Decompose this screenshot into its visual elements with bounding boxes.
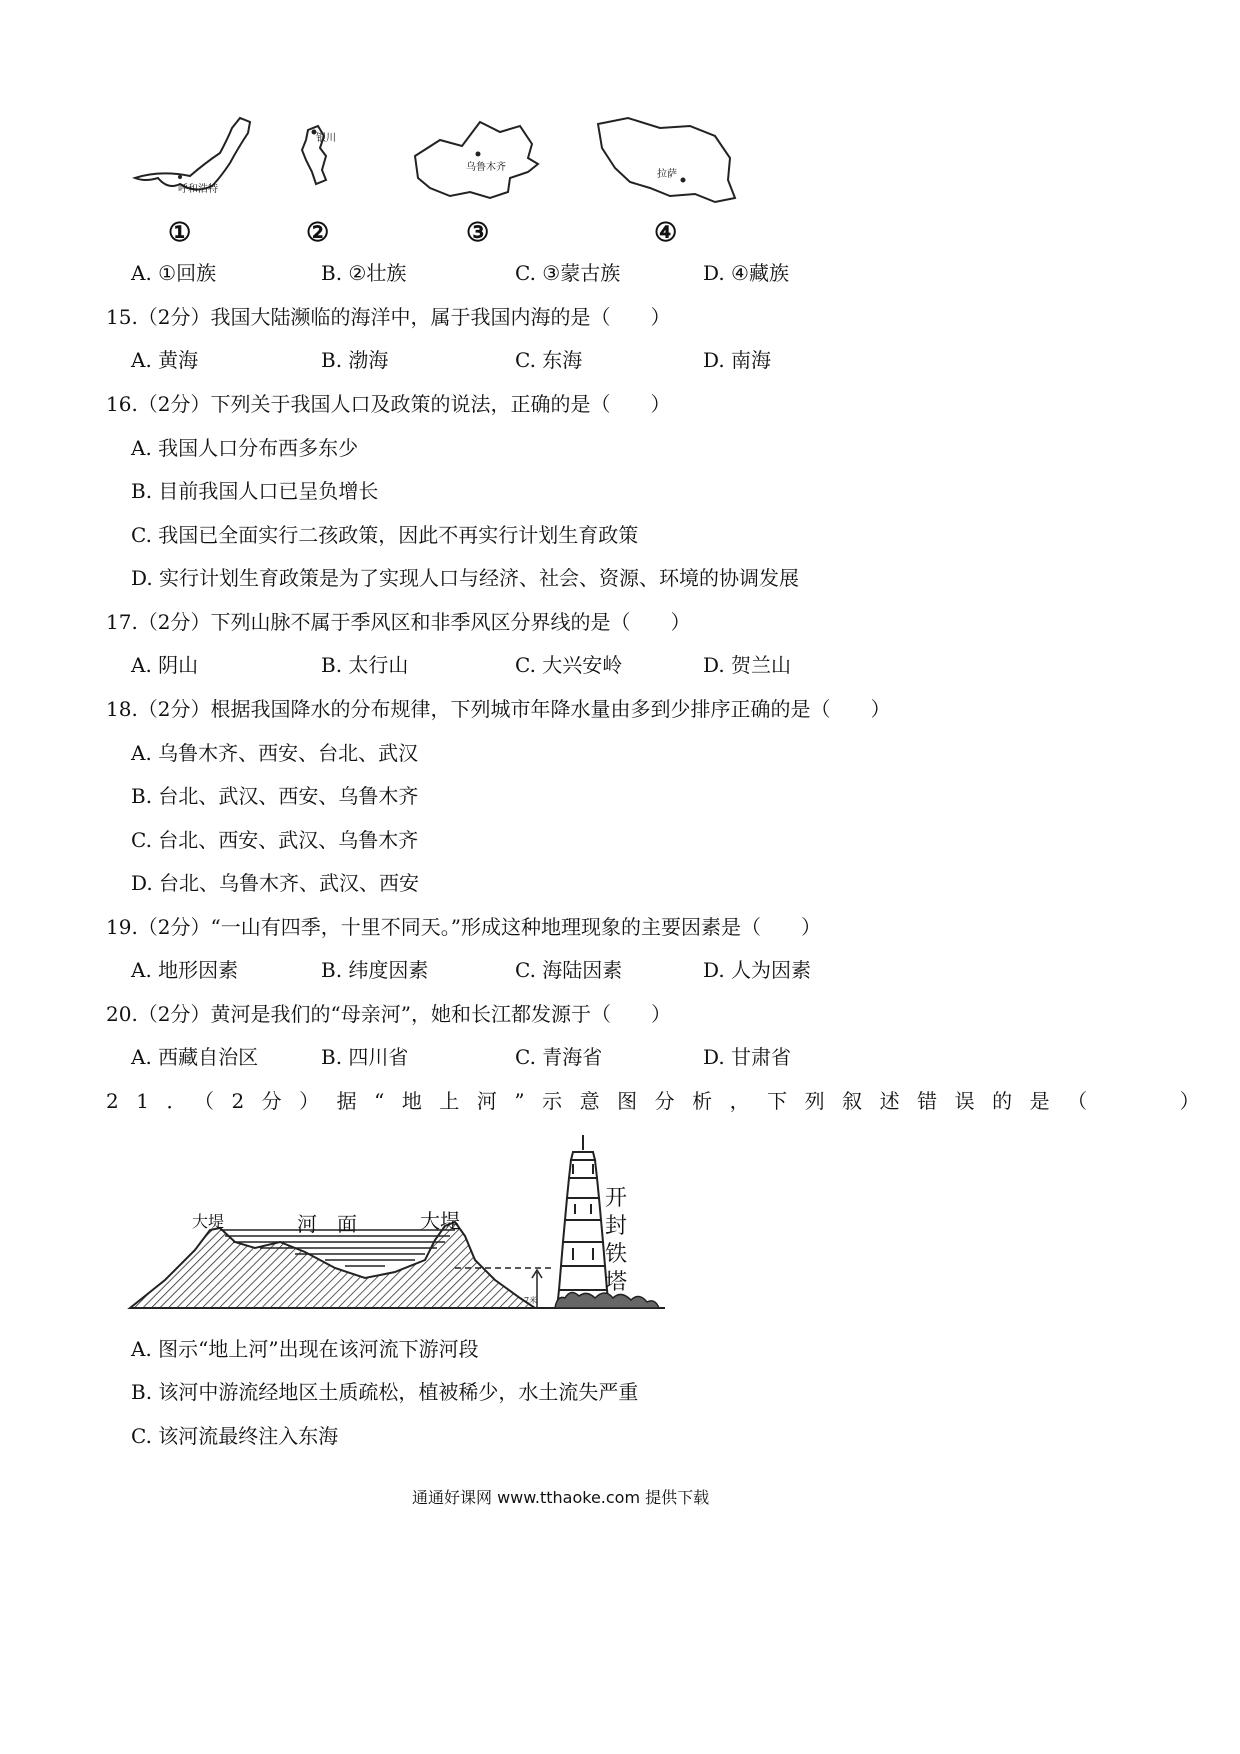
height-label: 7米 [524, 1296, 538, 1305]
footer-text: 通通好课网 www.tthaoke.com 提供下载 [412, 1488, 710, 1507]
option: A. 乌鲁木齐、西安、台北、武汉 [131, 741, 419, 765]
province-2-city: 银川 [316, 133, 336, 144]
province-4-outline [598, 118, 735, 202]
question-stem: 16.（2分）下列关于我国人口及政策的说法，正确的是（ ） [106, 392, 671, 416]
tower-char: 塔 [605, 1270, 628, 1295]
option: A. 阴山 [131, 653, 199, 677]
dike-left-label: 大堤 [192, 1212, 225, 1231]
option: C. 我国已全面实行二孩政策，因此不再实行计划生育政策 [131, 523, 639, 547]
river-surface-label: 河 面 [297, 1212, 357, 1236]
province-3-city: 乌鲁木齐 [466, 162, 506, 173]
option: A. 地形因素 [131, 958, 239, 982]
question-stem: 20.（2分）黄河是我们的“母亲河”，她和长江都发源于（ ） [106, 1002, 671, 1026]
option: D. 台北、乌鲁木齐、武汉、西安 [131, 871, 420, 895]
option: B. 台北、武汉、西安、乌鲁木齐 [131, 784, 419, 808]
option: A. 西藏自治区 [131, 1045, 259, 1069]
option: B. 纬度因素 [321, 958, 429, 982]
question-stem: 17.（2分）下列山脉不属于季风区和非季风区分界线的是（ ） [106, 610, 691, 634]
option: B. 目前我国人口已呈负增长 [131, 479, 379, 503]
option: D. 贺兰山 [703, 653, 792, 677]
map-label-1: ① [168, 218, 192, 248]
map-label-3: ③ [466, 218, 490, 248]
option: A. 我国人口分布西多东少 [131, 436, 359, 460]
option: A. ①回族 [131, 261, 217, 285]
option: C. 该河流最终注入东海 [131, 1424, 339, 1448]
province-4-city: 拉萨 [657, 169, 677, 180]
option: C. 台北、西安、武汉、乌鲁木齐 [131, 828, 419, 852]
option: C. ③蒙古族 [515, 261, 621, 285]
question-stem: 19.（2分）“一山有四季，十里不同天。”形成这种地理现象的主要因素是（ ） [106, 915, 821, 939]
option: C. 大兴安岭 [515, 653, 623, 677]
option: D. 人为因素 [703, 958, 812, 982]
province-1-city: 呼和浩特 [178, 184, 218, 195]
question-stem: 21．（2分）据“地上河”示意图分析，下列叙述错误的是（ ） [106, 1089, 1218, 1113]
option: D. ④藏族 [703, 261, 789, 285]
option: C. 海陆因素 [515, 958, 623, 982]
option: B. 太行山 [321, 653, 409, 677]
option: B. 渤海 [321, 348, 389, 372]
tower-char: 封 [605, 1214, 628, 1239]
map-label-2: ② [306, 218, 330, 248]
option: B. ②壮族 [321, 261, 407, 285]
option: B. 该河中游流经地区土质疏松，植被稀少，水土流失严重 [131, 1380, 639, 1404]
option: D. 实行计划生育政策是为了实现人口与经济、社会、资源、环境的协调发展 [131, 566, 800, 590]
option: D. 甘肃省 [703, 1045, 792, 1069]
option: C. 青海省 [515, 1045, 603, 1069]
tower-char: 铁 [605, 1242, 628, 1267]
province-1-outline [135, 118, 250, 190]
question-stem: 18.（2分）根据我国降水的分布规律，下列城市年降水量由多到少排序正确的是（ ） [106, 697, 891, 721]
tower-drawing [557, 1135, 609, 1308]
option: D. 南海 [703, 348, 772, 372]
map-label-4: ④ [654, 218, 678, 248]
tower-label [605, 1185, 629, 1297]
question-stem: 15.（2分）我国大陆濒临的海洋中，属于我国内海的是（ ） [106, 305, 671, 329]
province-outlines [130, 108, 780, 218]
option: A. 黄海 [131, 348, 199, 372]
tower-char: 开 [605, 1186, 628, 1211]
option: A. 图示“地上河”出现在该河流下游河段 [131, 1337, 479, 1361]
option: B. 四川省 [321, 1045, 409, 1069]
option: C. 东海 [515, 348, 583, 372]
dike-right-label: 大堤 [420, 1209, 460, 1233]
